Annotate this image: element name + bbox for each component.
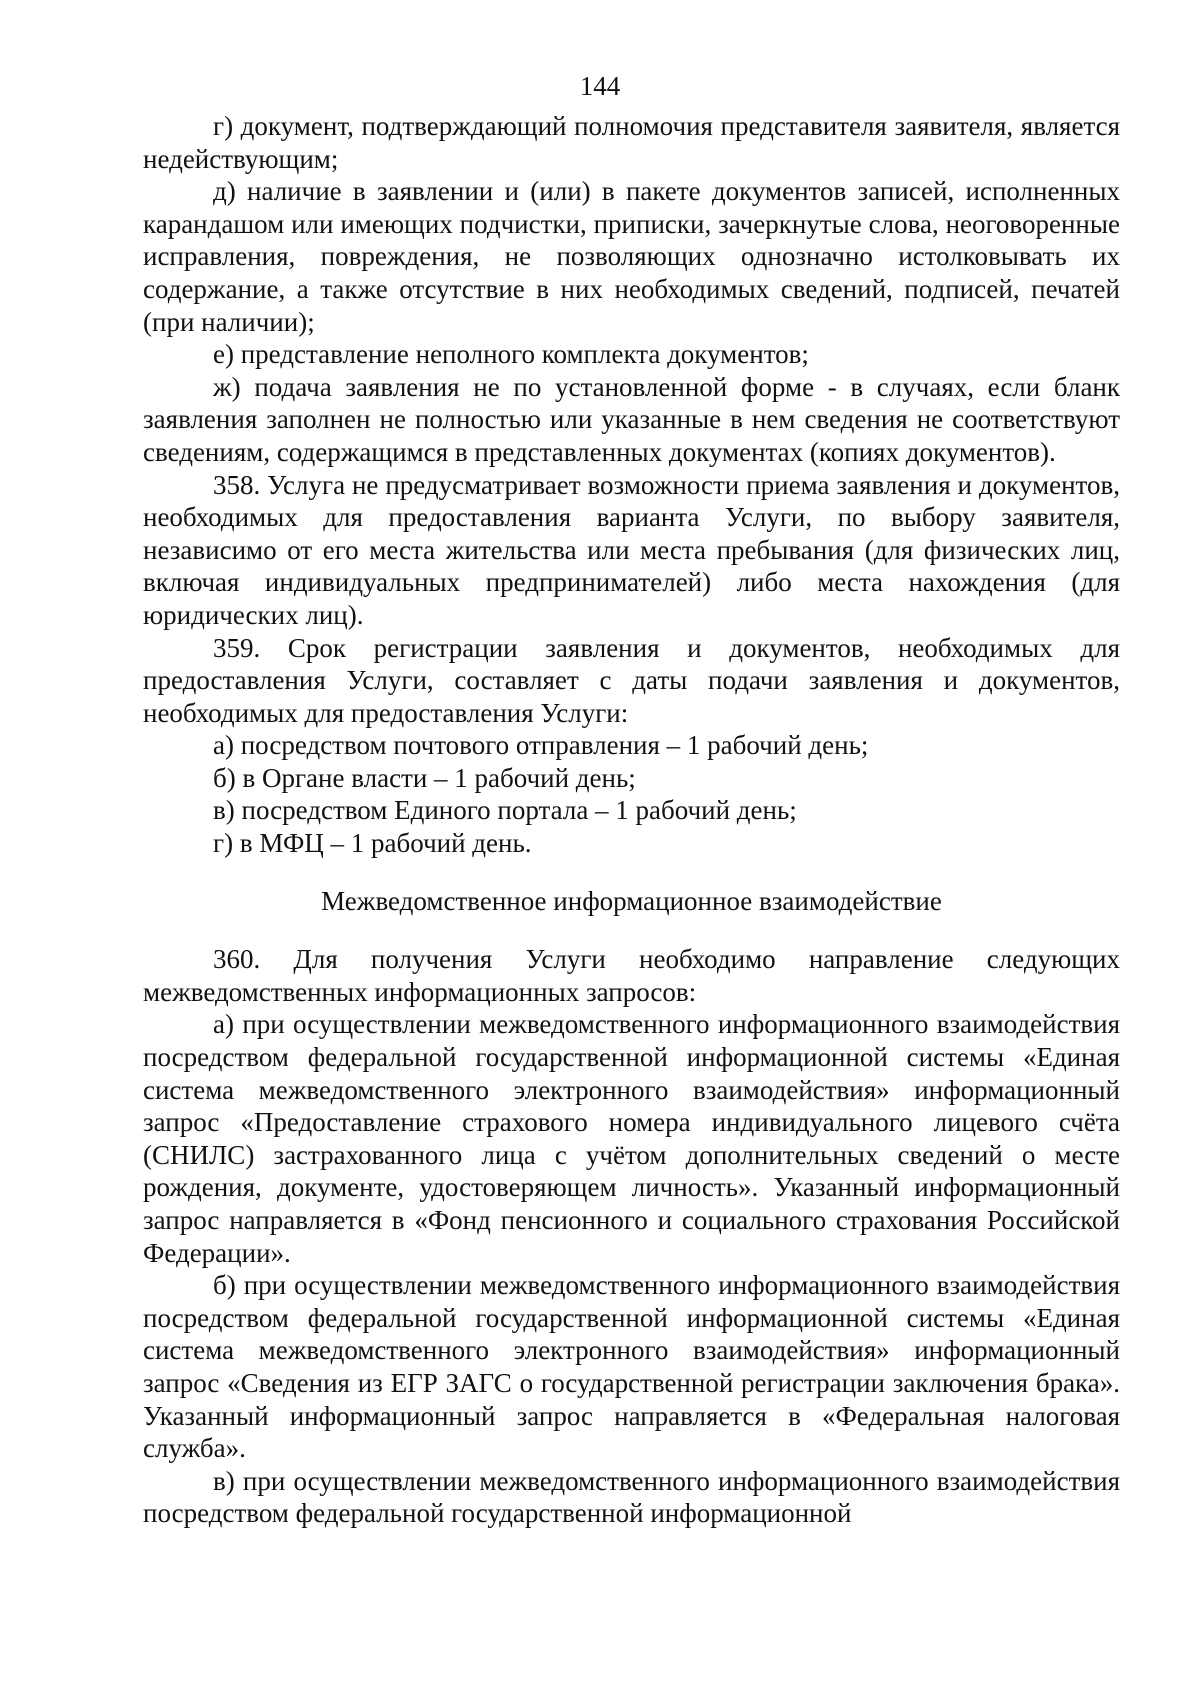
paragraph-360-item-a: а) при осуществлении межведомственного информационного взаимодействия посредством федеральной государственной информационной системы «Единая система межведомственного электронного взаимодействия» информационный запрос «Предоставление страхового номера индивидуального лицевого счёта (СНИЛС) застрахованного лица с учётом дополнительных сведений о месте рождения, документе, удостоверяющем личность». Указанный информационный запрос направляется в «Фонд пенсионного и социального страхования Российской Федерации». <box>143 1009 1120 1268</box>
document-body <box>143 110 1120 1530</box>
paragraph-359-item-b: б) в Органе власти – 1 рабочий день; <box>213 762 636 793</box>
paragraph-item-g-invalid-authority: г) документ, подтверждающий полномочия представителя заявителя, является недействующим; <box>143 111 1120 174</box>
page-number: 144 <box>579 71 621 101</box>
paragraph-item-d-pencil-records: д) наличие в заявлении и (или) в пакете документов записей, исполненных карандашом или имеющих подчистки, приписки, зачеркнутые слова, неоговоренные исправления, повреждения, не позволяющих однозначно истолковывать их содержание, а также отсутствие в них необходимых сведений, подписей, печатей (при наличии); <box>143 176 1120 337</box>
paragraph-359: 359. Срок регистрации заявления и документов, необходимых для предоставления Услуги, составляет с даты подачи заявления и документов, необходимых для предоставления Услуги: <box>143 632 1120 728</box>
section-heading: Межведомственное информационное взаимодействие <box>321 885 942 916</box>
paragraph-359-item-g: г) в МФЦ – 1 рабочий день. <box>213 828 532 859</box>
paragraph-359-item-a: а) посредством почтового отправления – 1 рабочий день; <box>213 730 869 761</box>
paragraph-360-item-v: в) при осуществлении межведомственного информационного взаимодействия посредством федеральной государственной информационной <box>143 1465 1120 1529</box>
paragraph-360: 360. Для получения Услуги необходимо направление следующих межведомственных информационных запросов: <box>143 944 1120 1007</box>
paragraph-360-item-b: б) при осуществлении межведомственного информационного взаимодействия посредством федеральной государственной информационной системы «Единая система межведомственного электронного взаимодействия» информационный запрос «Сведения из ЕГР ЗАГС о государственной регистрации заключения брака». Указанный информационный запрос направляется в «Федеральная налоговая служба». <box>143 1270 1120 1464</box>
paragraph-item-zh-wrong-form: ж) подача заявления не по установленной форме - в случаях, если бланк заявления заполнен не полностью или указанные в нем сведения не соответствуют сведениям, содержащимся в представленных документах (копиях документов). <box>143 371 1120 467</box>
paragraph-359-item-v: в) посредством Единого портала – 1 рабочий день; <box>213 795 797 826</box>
paragraph-358: 358. Услуга не предусматривает возможности приема заявления и документов, необходимых для предоставления варианта Услуги, по выбору заявителя, независимо от его места жительства или места пребывания (для физических лиц, включая индивидуальных предпринимателей) либо места нахождения (для юридических лиц). <box>143 469 1120 630</box>
paragraph-item-e-incomplete-set: е) представление неполного комплекта документов; <box>213 339 809 370</box>
